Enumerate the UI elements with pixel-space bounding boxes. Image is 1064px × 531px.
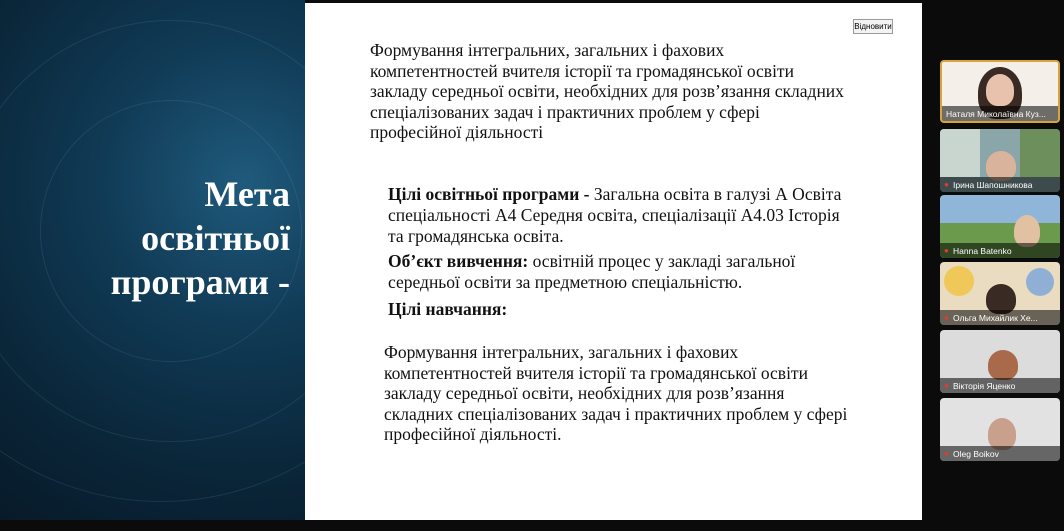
background-building bbox=[940, 129, 980, 177]
participant-name: ● Ольга Михайлик Хе... bbox=[940, 310, 1060, 325]
learning-goals-label bbox=[388, 299, 858, 320]
participant-tile[interactable] bbox=[940, 129, 1060, 192]
learning-goals-label-text: Цілі навчання: bbox=[388, 299, 508, 319]
participant-name: ● Ірина Шапошникова bbox=[940, 177, 1060, 192]
participant-tile[interactable] bbox=[940, 195, 1060, 258]
bottom-bar bbox=[0, 520, 922, 531]
participant-face bbox=[986, 74, 1014, 106]
participant-name: Наталя Миколаївна Куз... bbox=[942, 106, 1058, 121]
background-flowers bbox=[944, 266, 974, 296]
background-trees bbox=[1020, 129, 1060, 177]
study-object-text: освітній процес у закладі загальної середньої освіти за предметною спеціальністю. bbox=[388, 251, 796, 292]
muted-mic-icon: ● bbox=[944, 312, 949, 322]
study-object-label: Об’єкт вивчення: bbox=[388, 251, 529, 271]
study-object-paragraph bbox=[388, 251, 858, 293]
slide-title: Мета освітньої програми - bbox=[110, 174, 290, 302]
program-goals-paragraph bbox=[388, 184, 858, 247]
background-flowers bbox=[1026, 268, 1054, 296]
participant-tile[interactable] bbox=[940, 262, 1060, 325]
muted-mic-icon: ● bbox=[944, 179, 949, 189]
participant-tile[interactable] bbox=[940, 60, 1060, 123]
learning-goals-text: Формування інтегральних, загальних і фахових компетентностей вчителя історії та громадянської освіти закладу середньої освіти, необхідних для розв’язання складних спеціалізованих задач і практичних проблем у сфері професійної діяльності. bbox=[384, 342, 848, 444]
program-goals-block bbox=[388, 184, 858, 320]
participant-face bbox=[988, 350, 1018, 380]
participant-name: ● Вікторія Яценко bbox=[940, 378, 1060, 393]
muted-mic-icon: ● bbox=[944, 380, 949, 390]
muted-mic-icon: ● bbox=[944, 448, 949, 458]
program-goal-heading: Формування інтегральних, загальних і фахових компетентностей вчителя історії та громадянської освіти закладу середньої освіти, необхідних для розв’язання складних спеціалізованих задач і практичних проблем у сфері професійної діяльності bbox=[370, 40, 844, 142]
program-goals-label: Цілі освітньої програми - bbox=[388, 184, 590, 204]
restore-button[interactable]: Відновити bbox=[853, 19, 893, 34]
program-goals-text: Загальна освіта в галузі А Освіта спеціальності А4 Середня освіта, спеціалізації А4.03 Історія та громадянська освіта. bbox=[388, 184, 842, 246]
participant-tile[interactable] bbox=[940, 398, 1060, 461]
participant-name: ● Oleg Boikov bbox=[940, 446, 1060, 461]
participant-name: ● Hanna Batenko bbox=[940, 243, 1060, 258]
participant-tile[interactable] bbox=[940, 330, 1060, 393]
muted-mic-icon: ● bbox=[944, 245, 949, 255]
